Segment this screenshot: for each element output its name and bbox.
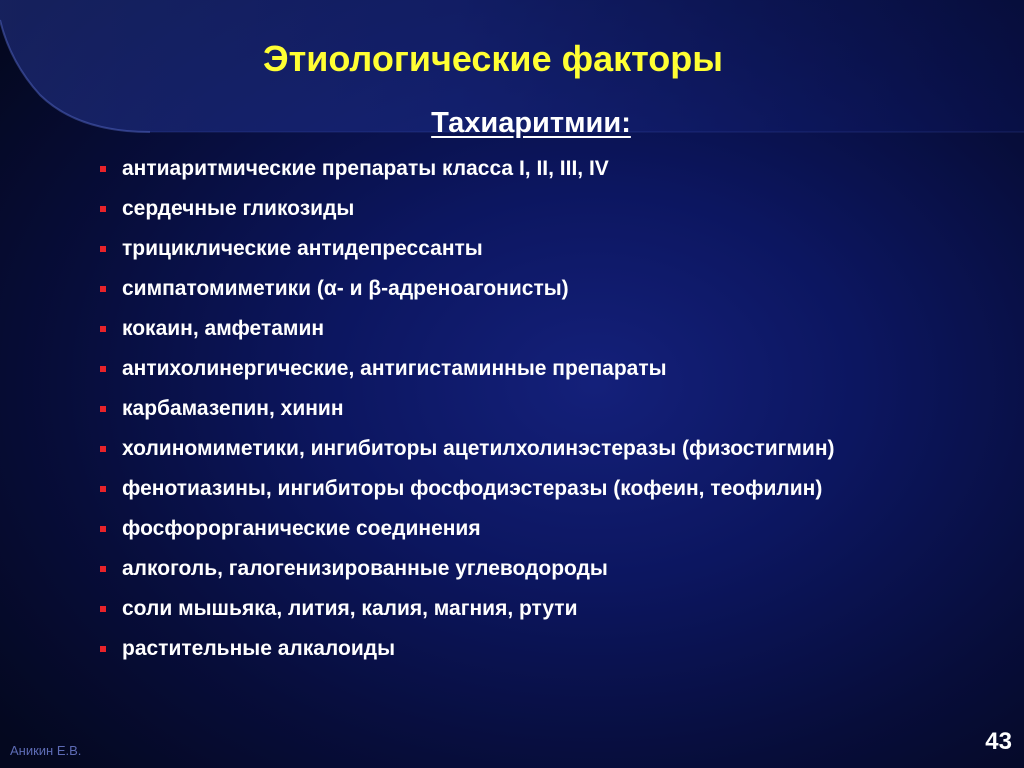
list-item-text: соли мышьяка, лития, калия, магния, ртути: [122, 597, 578, 620]
list-item-text: симпатомиметики (α- и β-адреноагонисты): [122, 277, 569, 300]
slide-subtitle: Тахиаритмии:: [431, 107, 631, 139]
list-item: [100, 514, 880, 544]
bullet-square-icon: [100, 646, 106, 652]
bullet-square-icon: [100, 446, 106, 452]
list-item-text: антихолинергические, антигистаминные препараты: [122, 357, 667, 380]
list-item-text: фосфорорганические соединения: [122, 517, 481, 540]
list-item-text: кокаин, амфетамин: [122, 317, 325, 340]
slide-title: Этиологические факторы: [262, 38, 724, 79]
list-item-text: фенотиазины, ингибиторы фосфодиэстеразы (кофеин, теофилин): [122, 477, 823, 500]
bullet-square-icon: [100, 286, 106, 292]
bullet-square-icon: [100, 606, 106, 612]
list-item: [100, 234, 880, 264]
bullet-square-icon: [100, 166, 106, 172]
list-item: [100, 354, 880, 384]
bullet-square-icon: [100, 246, 106, 252]
list-item-text: сердечные гликозиды: [122, 197, 355, 220]
list-item: [100, 394, 880, 424]
list-item: [100, 274, 880, 304]
list-item-text: холиномиметики, ингибиторы ацетилхолинэстеразы (физостигмин): [122, 437, 835, 460]
bullet-square-icon: [100, 206, 106, 212]
bullet-square-icon: [100, 526, 106, 532]
list-item: [100, 314, 880, 344]
bullet-square-icon: [100, 406, 106, 412]
bullet-square-icon: [100, 326, 106, 332]
list-item: [100, 554, 880, 584]
list-item-text: трициклические антидепрессанты: [122, 237, 483, 260]
bullet-square-icon: [100, 566, 106, 572]
author-footer: Аникин Е.В.: [10, 743, 82, 758]
list-item: [100, 194, 880, 224]
page-number: 43: [985, 728, 1012, 755]
list-item-text: растительные алкалоиды: [122, 637, 395, 660]
list-item: [100, 634, 880, 664]
bullet-list: [100, 154, 880, 674]
list-item: [100, 434, 880, 464]
bullet-square-icon: [100, 486, 106, 492]
list-item: [100, 594, 880, 624]
list-item: [100, 474, 880, 504]
list-item-text: карбамазепин, хинин: [122, 397, 344, 420]
list-item-text: антиаритмические препараты класса I, II, III, IV: [122, 157, 609, 180]
bullet-square-icon: [100, 366, 106, 372]
list-item-text: алкоголь, галогенизированные углеводороды: [122, 557, 608, 580]
list-item: [100, 154, 880, 184]
